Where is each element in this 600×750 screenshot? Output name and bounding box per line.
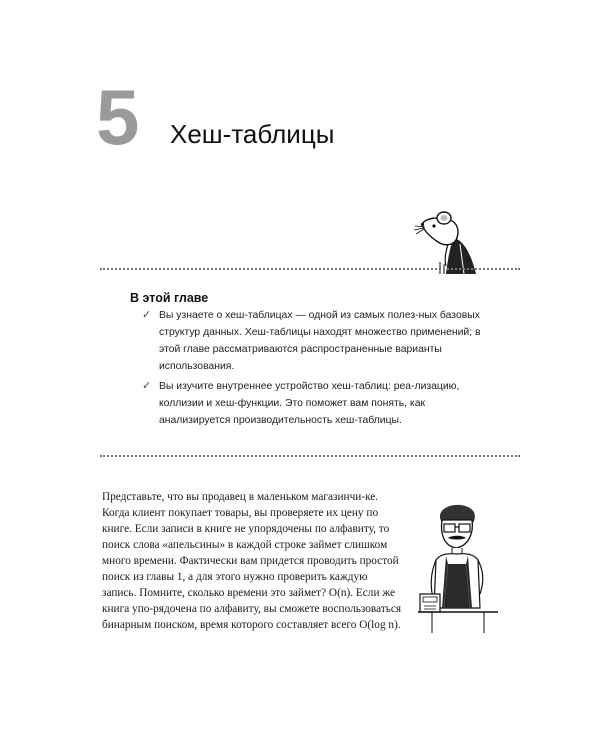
summary-bullet-text: Вы узнаете о хеш-таблицах — одной из самых полез-ных базовых структур данных. Хеш-таблицы находят множество применений; в этой главе рассматриваются распространенные варианты использования. bbox=[159, 310, 481, 372]
summary-bullet bbox=[142, 378, 482, 429]
top-dotted-divider bbox=[100, 268, 520, 270]
summary-heading: В этой главе bbox=[130, 291, 209, 305]
summary-bullet-text: Вы изучите внутреннее устройство хеш-таблиц: реа-лизацию, коллизии и хеш-функции. Это поможет вам понять, как анализируется производительность хеш-таблицы. bbox=[159, 381, 460, 426]
bottom-dotted-divider bbox=[100, 455, 520, 457]
chapter-title: Хеш-таблицы bbox=[170, 119, 335, 149]
summary-bullet bbox=[142, 307, 482, 375]
checkmark-icon: ✓ bbox=[142, 309, 152, 321]
chapter-number: 5 bbox=[96, 73, 140, 161]
checkmark-icon: ✓ bbox=[142, 380, 152, 392]
rat-illustration-icon bbox=[410, 210, 490, 274]
intro-paragraph: Представьте, что вы продавец в маленьком магазинчи-ке. Когда клиент покупает товары, вы проверяете их цену по книге. Если записи в книге не упорядочены по алфавиту, то поиск слова «апельсины» в каждой строке займет слишком много времени. Фактически вам придется проводить простой поиск из главы 1, а для этого нужно проверить каждую запись. Помните, сколько времени это займет? O(n). Если же книга упо-рядочена по алфавиту, вы сможете воспользоваться бинарным поиском, время которого составляет всего O(log n). bbox=[102, 491, 402, 631]
shopkeeper-illustration-icon bbox=[418, 498, 498, 633]
